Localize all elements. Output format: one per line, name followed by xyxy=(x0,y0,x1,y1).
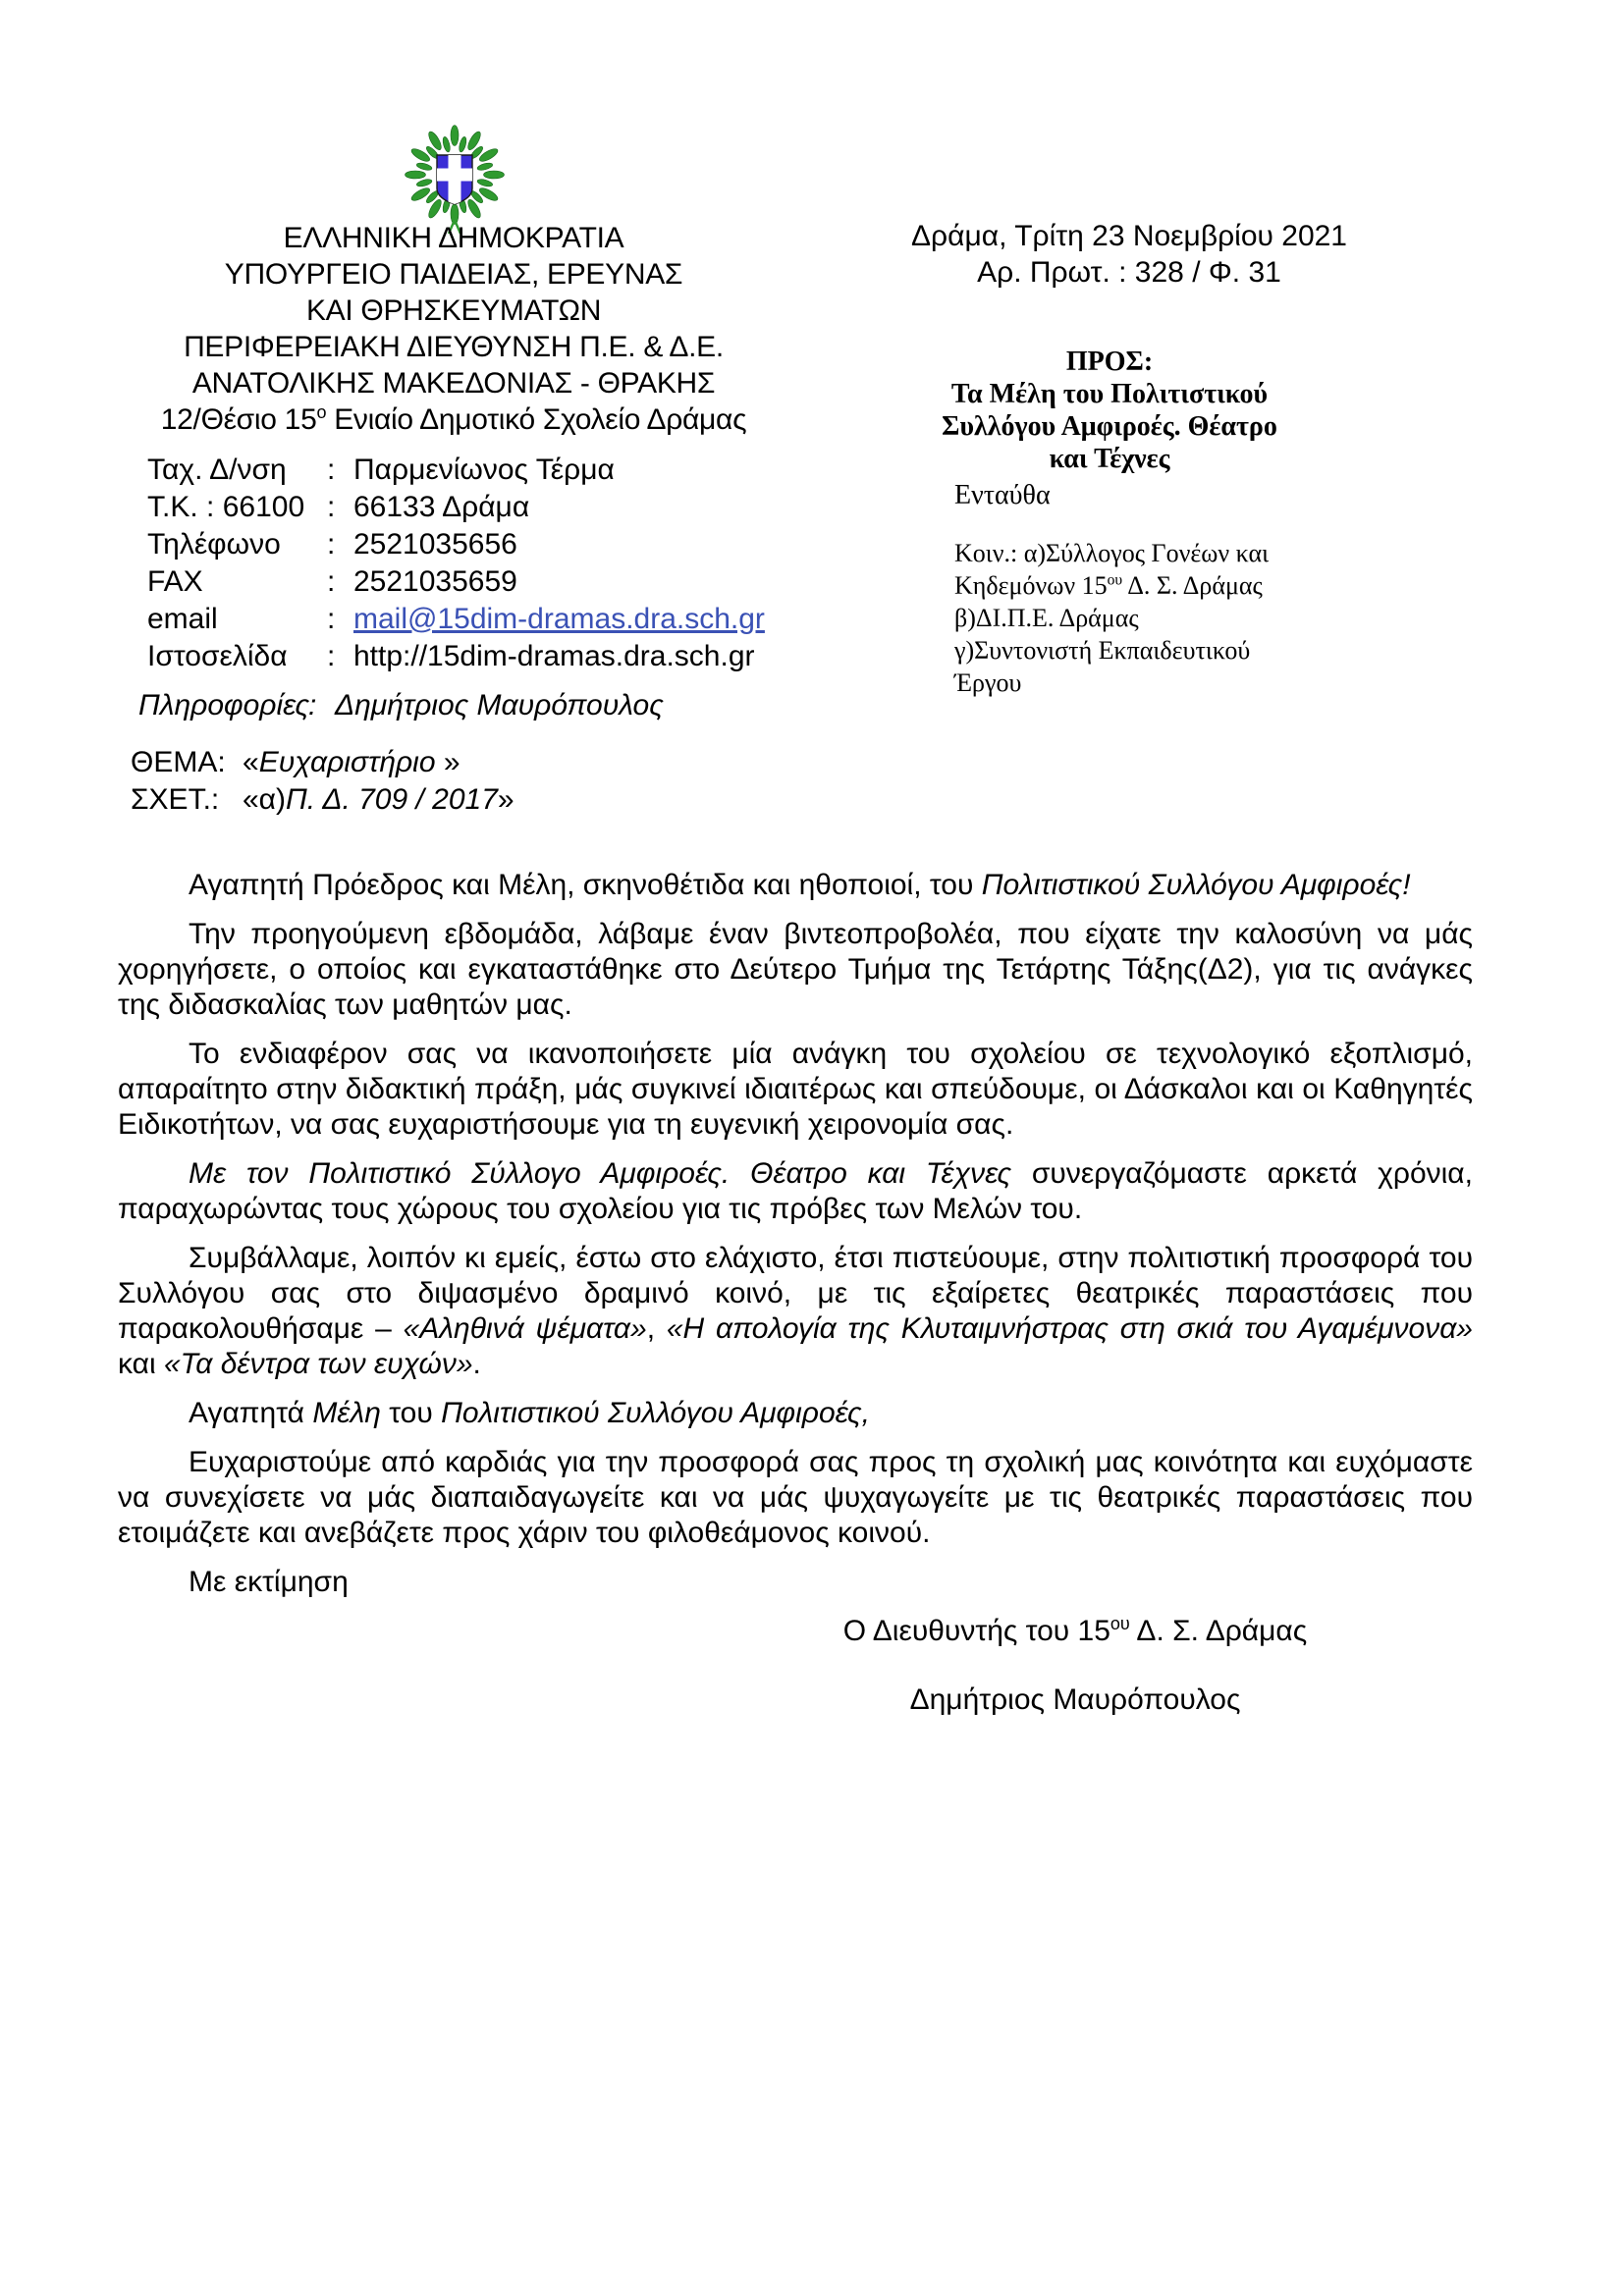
cc-line: β)ΔΙ.Π.Ε. Δράμας xyxy=(954,604,1139,632)
body-paragraph: Ευχαριστούμε από καρδιάς για την προσφορά σας προς τη σχολική μας κοινότητα και ευχόμαστε να συνεχίσετε να μάς διαπαιδαγωγείτε και να μάς ψυχαγωγείτε με τις θεατρικές παραστάσεις που ετοιμάζετε και ανεβάζετε προς χάριν του φιλοθεάμονος κοινού. xyxy=(118,1446,1473,1549)
body-paragraph: Το ενδιαφέρον σας να ικανοποιήσετε μία ανάγκη του σχολείου σε τεχνολογικό εξοπλισμό, απαραίτητο στην διδακτική πράξη, μάς συγκινεί ιδιαιτέρως και σπεύδουμε, οι Δάσκαλοι και οι Καθηγητές Ειδικοτήτων, να σας ευχαριστήσουμε για τη ευγενική χειρονομία σας. xyxy=(118,1038,1473,1141)
contact-row-website: Ιστοσελίδα : http://15dim-dramas.dra.sch.gr xyxy=(147,640,755,672)
contact-row-phone: Τηλέφωνο : 2521035656 xyxy=(147,528,517,561)
body-paragraph: Συμβάλλαμε, λοιπόν κι εμείς, έστω στο ελάχιστο, έτσι πιστεύουμε, στην πολιτιστική προσφορά του Συλλόγου σας στο διψασμένο δραμινό κοινό, με τις εξαίρετες θεατρικές παραστάσεις που παρακολουθήσαμε – «Αληθινά ψέματα», «Η απολογία της Κλυταιμνήστρας στη σκιά του Αγαμέμνονα» και «Τα δέντρα των ευχών». xyxy=(118,1242,1473,1380)
letterhead-school-line: 12/Θέσιο $15^o$ Ενιαίο Δημοτικό Σχολείο Δράμας xyxy=(160,402,747,436)
recipient-line: Συλλόγου Αμφιροές. Θέατρο xyxy=(942,411,1277,442)
greek-republic-coat-of-arms-icon xyxy=(405,114,505,236)
cross-shield xyxy=(437,155,472,204)
body-paragraph: Με τον Πολιτιστικό Σύλλογο Αμφιροές. Θέατρο και Τέχνες συνεργαζόμαστε αρκετά χρόνια, παραχωρώντας τους χώρους του σχολείου για τις πρόβες των Μελών του. xyxy=(118,1157,1473,1225)
cc-line: Κηδεμόνων $15^{o\upsilon}$ Δ. Σ. Δράμας xyxy=(954,571,1263,600)
protocol-number-line: Αρ. Πρωτ. : 328 / Φ. 31 xyxy=(977,256,1281,289)
date-protocol-block xyxy=(854,218,1404,291)
recipient-block xyxy=(933,346,1286,475)
signature-block xyxy=(687,1614,1463,1718)
letterhead-line: ΚΑΙ ΘΡΗΣΚΕΥΜΑΤΩΝ xyxy=(305,294,602,327)
ordinal-superscript: ου xyxy=(1107,571,1123,589)
recipient-line: και Τέχνες xyxy=(1049,444,1170,474)
recipient-line: Τα Μέλη του Πολιτιστικού xyxy=(950,379,1269,409)
ordinal-superscript: ο xyxy=(316,402,327,422)
letterhead xyxy=(95,220,812,438)
contact-row-address: Ταχ. Δ/νση : Παρμενίωνος Τέρμα xyxy=(147,454,615,486)
entautha-line: Ενταύθα xyxy=(954,480,1051,510)
closing-line: Με εκτίμηση xyxy=(189,1566,349,1598)
letter-body xyxy=(118,868,1473,1718)
info-value: Δημήτριος Μαυρόπουλος xyxy=(335,689,664,721)
body-paragraph: Την προηγούμενη εβδομάδα, λάβαμε έναν βιντεοπροβολέα, που είχατε την καλοσύνη να μάς χορηγήσετε, ο οποίος και εγκαταστάθηκε στο Δεύτερο Τμήμα της Τετάρτης Τάξης(Δ2), για τις ανάγκες της διδασκαλίας των μαθητών μας. xyxy=(118,918,1473,1021)
cc-block xyxy=(954,537,1293,699)
signature-name: Δημήτριος Μαυρόπουλος xyxy=(909,1683,1241,1716)
cc-line: γ)Συντονιστή Εκπαιδευτικού xyxy=(954,636,1251,665)
letterhead-line: ΑΝΑΤΟΛΙΚΗΣ ΜΑΚΕΔΟΝΙΑΣ - ΘΡΑΚΗΣ xyxy=(191,367,716,400)
info-row: Πληροφορίες: Δημήτριος Μαυρόπουλος xyxy=(138,689,664,721)
email-link[interactable]: mail@15dim-dramas.dra.sch.gr xyxy=(353,603,765,635)
subject-row: ΘΕΜΑ: «Ευχαριστήριο » xyxy=(131,746,460,778)
ordinal-superscript: ου xyxy=(1110,1614,1130,1633)
contact-row-email: email : mail@15dim-dramas.dra.sch.gr xyxy=(147,603,765,635)
contact-block xyxy=(147,452,765,675)
date-line: Δράμα, Τρίτη 23 Νοεμβρίου 2021 xyxy=(911,220,1347,252)
letterhead-line: ΥΠΟΥΡΓΕΙΟ ΠΑΙΔΕΙΑΣ, ΕΡΕΥΝΑΣ xyxy=(224,258,683,291)
contact-row-fax: FAX : 2521035659 xyxy=(147,565,517,598)
reference-label: ΣΧΕΤ.: xyxy=(131,783,220,816)
cc-line: Κοιν.: α)Σύλλογος Γονέων και xyxy=(954,539,1270,567)
letterhead-line: ΠΕΡΙΦΕΡΕΙΑΚΗ ΔΙΕΥΘΥΝΣΗ Π.Ε. & Δ.Ε. xyxy=(184,331,724,363)
contact-row-postcode: Τ.Κ. : 66100 : 66133 Δράμα xyxy=(147,491,530,523)
letterhead-line: ΕΛΛΗΝΙΚΗ ΔΗΜΟΚΡΑΤΙΑ xyxy=(283,222,624,254)
pros-label: ΠΡΟΣ: xyxy=(1065,347,1154,377)
body-paragraph: Αγαπητά Μέλη του Πολιτιστικού Συλλόγου Αμφιροές, xyxy=(189,1397,870,1429)
reference-value: Π. Δ. 709 / 2017 xyxy=(286,783,498,816)
subject-value: Ευχαριστήριο xyxy=(258,746,444,778)
cc-line: Έργου xyxy=(954,668,1022,697)
signature-title: Ο Διευθυντής του $15^{o\upsilon}$ Δ. Σ. Δράμας xyxy=(842,1614,1308,1647)
body-paragraph: Αγαπητή Πρόεδρος και Μέλη, σκηνοθέτιδα και ηθοποιοί, του Πολιτιστικού Συλλόγου Αμφιροές! xyxy=(189,869,1411,901)
subject-label: ΘΕΜΑ: xyxy=(131,746,226,778)
info-label: Πληροφορίες xyxy=(138,689,310,721)
reference-row: ΣΧΕΤ.: «α)Π. Δ. 709 / 2017» xyxy=(131,783,514,816)
